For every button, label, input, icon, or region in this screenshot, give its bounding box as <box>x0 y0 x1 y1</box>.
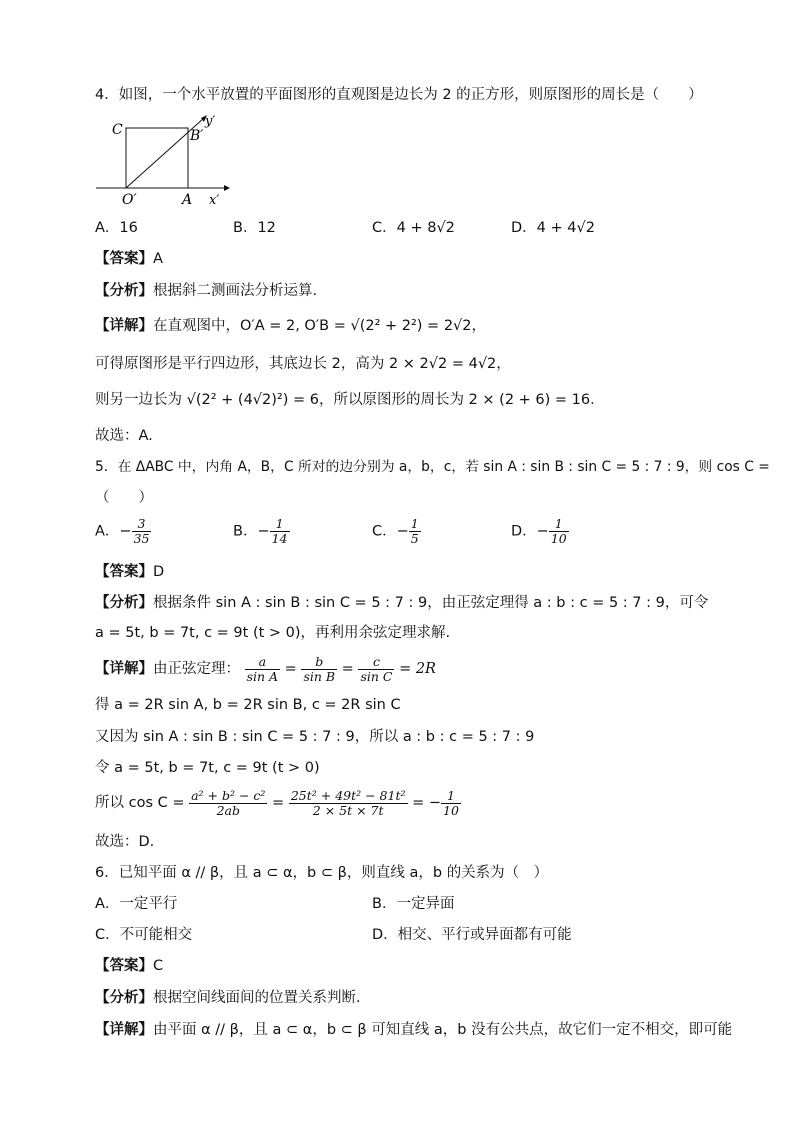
q4-stem: 4．如图，一个水平放置的平面图形的直观图是边长为 2 的正方形，则原图形的周长是（ ） <box>95 87 703 103</box>
q6-option-b: B．一定异面 <box>372 896 455 912</box>
x-arrow <box>224 185 230 191</box>
q6-detail: 【详解】由平面 α // β，且 a ⊂ α，b ⊂ β 可知直线 a，b 没有公共点，故它们一定不相交，即可能 <box>95 1022 733 1038</box>
q5-option-c: C．− $\frac{1}{5}$ <box>372 516 419 546</box>
label-O: O′ <box>122 192 137 206</box>
q4-choose: 故选：A. <box>95 428 153 444</box>
q6-stem: 6．已知平面 α // β，且 a ⊂ α，b ⊂ β，则直线 a，b 的关系为（ ） <box>95 865 549 881</box>
q5-option-d: D．− $\frac{1}{10}$ <box>511 516 567 546</box>
q5-detail-1: 【详解】由正弦定理： $\frac{a}{\text{sin A}}$ = $\frac{b}{\text{sin B}}$ = $\frac{c}{\text{sin C}}$ = 2R <box>95 653 436 684</box>
label-y: y′ <box>205 114 216 129</box>
q6-answer: 【答案】C <box>95 958 164 974</box>
q5-option-a: A．− $\frac{3}{35}$ <box>95 516 150 546</box>
q4-option-d: D．4 + 4√2 <box>511 220 595 236</box>
q4-option-c: C．4 + 8√2 <box>372 220 455 236</box>
label-x: x′ <box>209 193 220 206</box>
q4-analysis: 【分析】根据斜二测画法分析运算. <box>95 283 318 299</box>
q5-analysis-2: a = 5t, b = 7t, c = 9t (t > 0)，再利用余弦定理求解. <box>95 625 451 641</box>
q5-option-b: B．− $\frac{1}{14}$ <box>233 516 288 546</box>
label-A: A <box>182 192 193 206</box>
q5-answer: 【答案】D <box>95 564 165 580</box>
label-C: C <box>112 122 123 138</box>
q6-analysis: 【分析】根据空间线面间的位置关系判断． <box>95 990 371 1006</box>
q5-detail-5: 所以 cos C = $\frac{\text{a² + b² − c²}}{2ab}$ = $\frac{\text{25t² + 49t² − 81t²}}{2 \times 5t \times 7t}$ = − $\frac{1}{10}$ <box>95 787 459 818</box>
q6-option-a: A．一定平行 <box>95 896 178 912</box>
q4-detail-2: 可得原图形是平行四边形，其底边长 2，高为 2 × 2√2 = 4√2， <box>95 356 511 372</box>
q5-analysis-1: 【分析】根据条件 sin A : sin B : sin C = 5 : 7 : 9，由正弦定理得 a : b : c = 5 : 7 : 9，可令 <box>95 595 709 611</box>
label-B: B′ <box>190 128 204 144</box>
q4-figure <box>92 114 232 206</box>
q6-option-d: D．相交、平行或异面都有可能 <box>372 927 572 943</box>
q5-choose: 故选：D. <box>95 834 155 850</box>
q4-option-a: A．16 <box>95 220 138 236</box>
q6-option-c: C．不可能相交 <box>95 927 193 943</box>
q5-detail-4: 令 a = 5t, b = 7t, c = 9t (t > 0) <box>95 760 320 776</box>
q5-stem-1: 5．在 ΔABC 中，内角 A，B，C 所对的边分别为 a，b，c，若 sin A : sin B : sin C = 5 : 7 : 9，则 cos C = <box>95 459 770 475</box>
q5-stem-2: （ ） <box>95 490 153 506</box>
q4-detail-1: 【详解】在直观图中，O′A = 2, O′B = √(2² + 2²) = 2√2， <box>95 318 487 334</box>
q5-detail-2: 得 a = 2R sin A, b = 2R sin B, c = 2R sin C <box>95 697 401 713</box>
q5-detail-3: 又因为 sin A : sin B : sin C = 5 : 7 : 9，所以 a : b : c = 5 : 7 : 9 <box>95 729 535 745</box>
q4-option-b: B．12 <box>233 220 276 236</box>
q4-answer: 【答案】A <box>95 251 163 267</box>
q4-detail-3: 则另一边长为 √(2² + (4√2)²) = 6，所以原图形的周长为 2 × (2 + 6) = 16． <box>95 392 605 408</box>
